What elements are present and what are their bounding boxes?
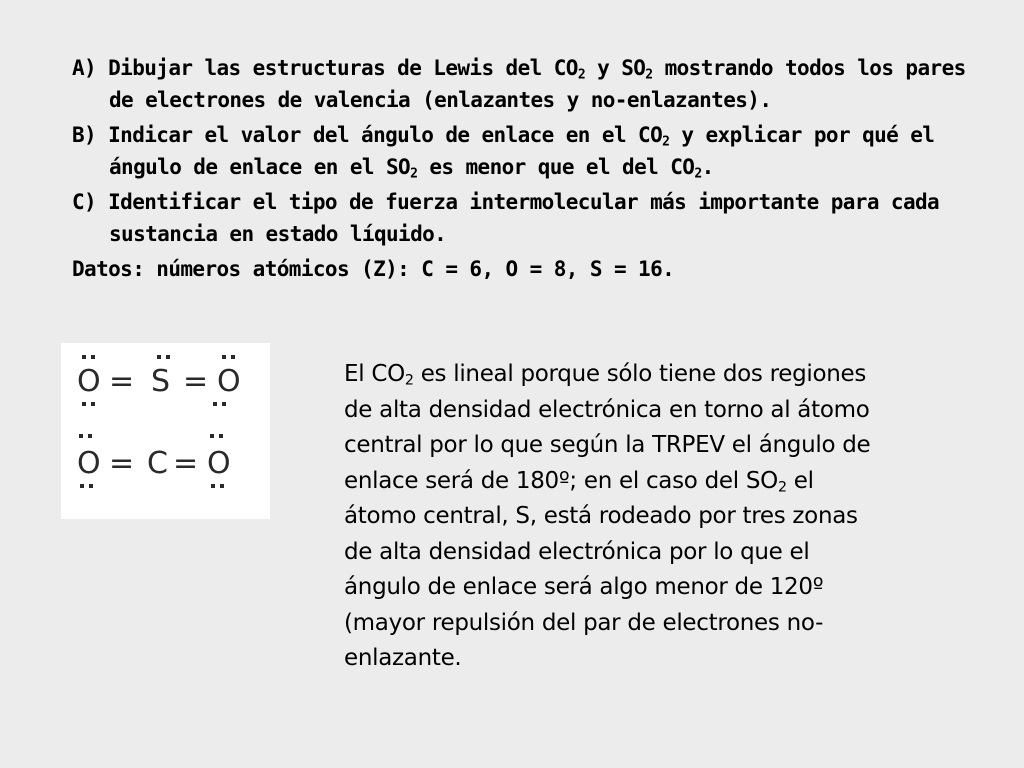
- so2-bond-left: =: [109, 364, 135, 399]
- answer-line: El $CO_2$ es lineal porque sólo tiene dos regiones: [344, 361, 867, 389]
- co2-lewis-structure: [77, 434, 231, 488]
- answer-line: enlace será de 180º; en el caso del $SO_2$ el: [344, 467, 814, 496]
- questions-block: [72, 52, 972, 285]
- co2-bond-right: =: [173, 446, 199, 481]
- answer-line: central por lo que según la TRPEV el ángulo de: [344, 432, 871, 458]
- co2-oxygen-right: O: [207, 446, 231, 481]
- answer-line: enlazante.: [344, 645, 462, 671]
- so2-oxygen-right: O: [217, 364, 241, 399]
- so2-sulfur: S: [151, 364, 171, 399]
- atomic-data-line: Datos: números atómicos (Z): C = 6, O = 8, S = 16.: [72, 257, 675, 281]
- so2-oxygen-left: O: [77, 364, 101, 399]
- answer-line: ángulo de enlace será algo menor de 120º: [344, 574, 824, 600]
- answer-line: de alta densidad electrónica por lo que el: [344, 538, 810, 565]
- answer-paragraph: [344, 357, 914, 677]
- answer-line: (mayor repulsión del par de electrones no-: [344, 609, 824, 636]
- co2-carbon: C: [147, 446, 168, 481]
- co2-bond-left: =: [109, 446, 135, 481]
- lewis-structures-image: [61, 343, 270, 519]
- answer-line: átomo central, S, está rodeado por tres zonas: [344, 503, 858, 529]
- question-c: C) Identificar el tipo de fuerza intermolecular más importante para cada sustancia en estado líquido.: [72, 190, 940, 246]
- so2-lewis-structure: [77, 355, 241, 406]
- so2-bond-right: =: [183, 364, 209, 399]
- co2-oxygen-left: O: [77, 446, 101, 481]
- question-a: A) Dibujar las estructuras de Lewis del $CO_2$ y $SO_2$ mostrando todos los pares de electrones de valencia (enlazantes y no-enlazantes).: [72, 56, 966, 112]
- question-b: B) Indicar el valor del ángulo de enlace en el $CO_2$ y explicar por qué el ángulo de enlace en el $SO_2$ es menor que el del $CO_2$.: [72, 123, 935, 182]
- answer-line: de alta densidad electrónica en torno al átomo: [344, 396, 870, 423]
